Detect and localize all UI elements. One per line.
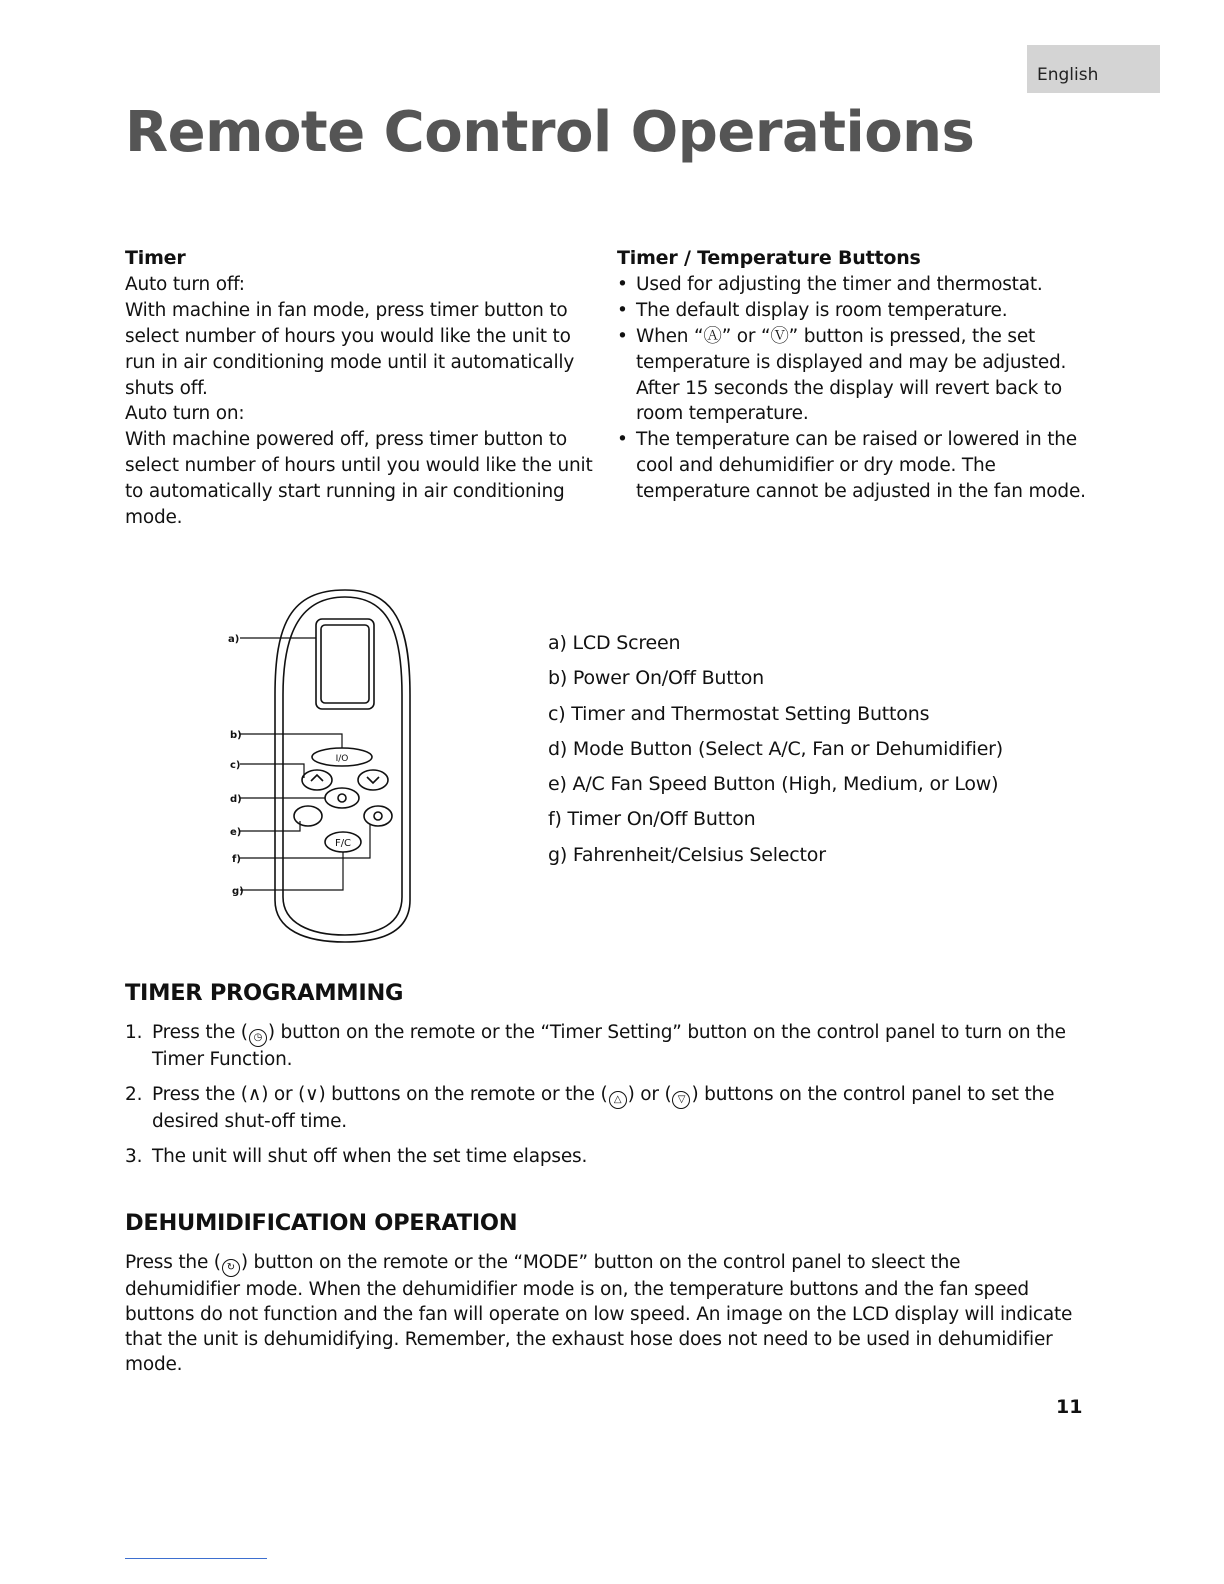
mode-icon: ↻ [222, 1259, 240, 1277]
callout-line-b [240, 734, 342, 748]
callout-label-f: f) [232, 854, 241, 865]
timer-icon [374, 812, 382, 820]
step-number: 1. [125, 1022, 143, 1043]
temperature-buttons-heading: Timer / Temperature Buttons [617, 247, 921, 269]
callout-label-c: c) [230, 760, 241, 771]
legend-item: d) Mode Button (Select A/C, Fan or Dehumidifier) [548, 737, 1004, 760]
timer-programming-heading: TIMER PROGRAMMING [125, 980, 404, 1006]
up-button-icon: △ [609, 1091, 627, 1109]
fan-speed-button [294, 806, 322, 826]
timer-icon: ◷ [249, 1029, 267, 1047]
legend-item: e) A/C Fan Speed Button (High, Medium, or Low) [548, 773, 999, 796]
up-arrow-icon: ∧ [247, 1084, 262, 1105]
temperature-buttons-section [617, 246, 1087, 505]
dehum-text: ) button on the remote or the “MODE” button on the control panel to sleect the dehumidifier mode. When the dehumidifier mode is on, the temperature buttons and the fan speed buttons do not function and the fan will operate on low speed. An image on the LCD display will indicate that the unit is dehumidifying. Remember, the exhaust hose does not need to be used in dehumidifier mode. [125, 1252, 1073, 1375]
bullet-item: • The temperature can be raised or lowered in the cool and dehumidifier or dry mode. The temperature cannot be adjusted in the fan mode. [617, 427, 1087, 505]
timer-section [125, 246, 605, 531]
page-number: 11 [1056, 1396, 1083, 1418]
step-text: ) or ( [627, 1084, 672, 1105]
callout-label-e: e) [230, 827, 242, 838]
remote-control-diagram [220, 585, 420, 950]
down-arrow-icon [367, 777, 379, 783]
legend-item: g) Fahrenheit/Celsius Selector [548, 843, 826, 866]
callout-label-g: g) [232, 886, 244, 897]
language-tab: English [1027, 45, 1160, 93]
mode-icon [338, 794, 346, 802]
timer-line: With machine powered off, press timer button to select number of hours until you would like the unit to automatically start running in air conditioning mode. [125, 429, 593, 529]
timer-up-button [302, 770, 332, 790]
step-text: ) or ( [261, 1084, 306, 1105]
step-text: Press the ( [152, 1022, 248, 1043]
footer-rule [125, 1558, 267, 1559]
down-button-icon: ▽ [672, 1091, 690, 1109]
bullet-item: • The default display is room temperature. [617, 298, 1087, 324]
bullet-item: • When “Ⓐ” or “Ⓥ” button is pressed, the set temperature is displayed and may be adjusted. After 15 seconds the display will revert back to room temperature. [617, 324, 1087, 428]
step-text: ) button on the remote or the “Timer Setting” button on the control panel to turn on the Timer Function. [152, 1022, 1066, 1070]
legend-item: c) Timer and Thermostat Setting Buttons [548, 702, 930, 725]
timer-onoff-button [364, 806, 392, 826]
dehumidification-heading: DEHUMIDIFICATION OPERATION [125, 1210, 518, 1236]
callout-label-d: d) [230, 794, 242, 805]
step-number: 2. [125, 1084, 143, 1105]
timer-line: Auto turn off: [125, 273, 245, 295]
step-text: ) buttons on the control panel to set the desired shut-off time. [152, 1084, 1055, 1132]
callout-line-e [240, 821, 300, 831]
up-arrow-icon [311, 775, 323, 781]
dehum-text: Press the ( [125, 1252, 221, 1273]
timer-heading: Timer [125, 247, 186, 269]
remote-legend [548, 626, 1003, 873]
page-title: Remote Control Operations [125, 100, 975, 165]
step-item [125, 1082, 1085, 1134]
step-text: ) buttons on the remote or the ( [318, 1084, 608, 1105]
lcd-screen-outer [316, 619, 374, 709]
legend-item: a) LCD Screen [548, 632, 681, 654]
callout-label-a: a) [228, 634, 240, 645]
step-number: 3. [125, 1146, 143, 1167]
callout-label-b: b) [230, 730, 242, 741]
fc-button-label: F/C [334, 838, 352, 849]
lcd-screen-inner [321, 625, 369, 703]
callout-line-c [240, 764, 304, 778]
timer-line: With machine in fan mode, press timer button to select number of hours you would like the unit to run in air conditioning mode until it automatically shuts off. [125, 299, 575, 399]
bullet-item: • Used for adjusting the timer and thermostat. [617, 272, 1087, 298]
legend-item: f) Timer On/Off Button [548, 808, 756, 831]
step-item [125, 1020, 1085, 1072]
timer-line: Auto turn on: [125, 403, 245, 425]
down-arrow-icon: ∨ [305, 1084, 319, 1105]
timer-programming-steps [125, 1020, 1085, 1179]
mode-button [325, 788, 359, 808]
dehumidification-paragraph [125, 1250, 1075, 1377]
step-item [125, 1144, 1085, 1169]
step-text: Press the ( [152, 1084, 248, 1105]
temperature-bullets [617, 272, 1087, 505]
legend-item: b) Power On/Off Button [548, 667, 765, 690]
step-text: The unit will shut off when the set time elapses. [152, 1146, 588, 1167]
power-button-label: I/O [335, 754, 349, 764]
timer-down-button [358, 770, 388, 790]
